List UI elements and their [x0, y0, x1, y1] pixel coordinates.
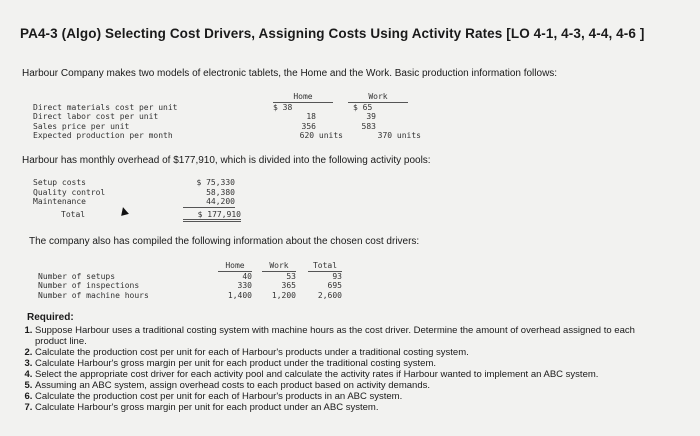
production-header-home: Home [273, 92, 333, 103]
driver-row: Number of machine hours 1,400 1,200 2,600 [38, 290, 342, 300]
drivers-header-total: Total [308, 261, 342, 272]
activity-pools-table [33, 178, 241, 222]
driver-row: Number of setups 40 53 93 [38, 271, 342, 281]
required-list [21, 326, 645, 414]
overhead-text: Harbour has monthly overhead of $177,910, which is divided into the following activity pools: [22, 155, 431, 166]
drivers-header-work: Work [262, 261, 296, 272]
production-row: Expected production per month 620 units 370 units [33, 131, 421, 140]
pool-row: Maintenance 44,200 [33, 197, 235, 206]
pool-row: Quality control 58,380 [33, 187, 235, 197]
drivers-header-home: Home [218, 261, 252, 272]
required-item: 3. Calculate Harbour's gross margin per unit for each product under the traditional costing system. [35, 359, 645, 370]
driver-row: Number of inspections 330 365 695 [38, 281, 342, 290]
production-table [33, 92, 421, 141]
pool-total-row: Total $ 177,910 [33, 210, 241, 223]
production-header-work: Work [348, 92, 408, 103]
production-row: Direct materials cost per unit $ 38 $ 65 [33, 102, 373, 112]
pool-row: Setup costs $ 75,330 [33, 178, 235, 187]
required-item: 6. Calculate the production cost per unit for each of Harbour's products in an ABC system. [35, 392, 645, 403]
required-item: 1. Suppose Harbour uses a traditional costing system with machine hours as the cost driver. Determine the amount of overhead assigned to each product line. [35, 326, 645, 347]
intro-text: Harbour Company makes two models of electronic tablets, the Home and the Work. Basic production information follows: [22, 68, 558, 79]
required-item: 7. Calculate Harbour's gross margin per unit for each product under an ABC system. [35, 403, 645, 414]
required-item: 5. Assuming an ABC system, assign overhead costs to each product based on activity demands. [35, 381, 645, 392]
required-item: 4. Select the appropriate cost driver for each activity pool and calculate the activity rates if Harbour wanted to implement an ABC system. [35, 370, 645, 381]
production-row: Direct labor cost per unit 18 39 [33, 112, 376, 121]
problem-title: PA4-3 (Algo) Selecting Cost Drivers, Assigning Costs Using Activity Rates [LO 4-1, 4-3, 4-4, 4-6 ] [20, 26, 645, 41]
required-heading: Required: [27, 312, 74, 323]
production-row: Sales price per unit 356 583 [33, 121, 376, 131]
drivers-text: The company also has compiled the following information about the chosen cost drivers: [29, 236, 420, 247]
cost-drivers-table [38, 261, 342, 300]
required-item: 2. Calculate the production cost per unit for each of Harbour's products under a traditional costing system. [35, 348, 645, 359]
